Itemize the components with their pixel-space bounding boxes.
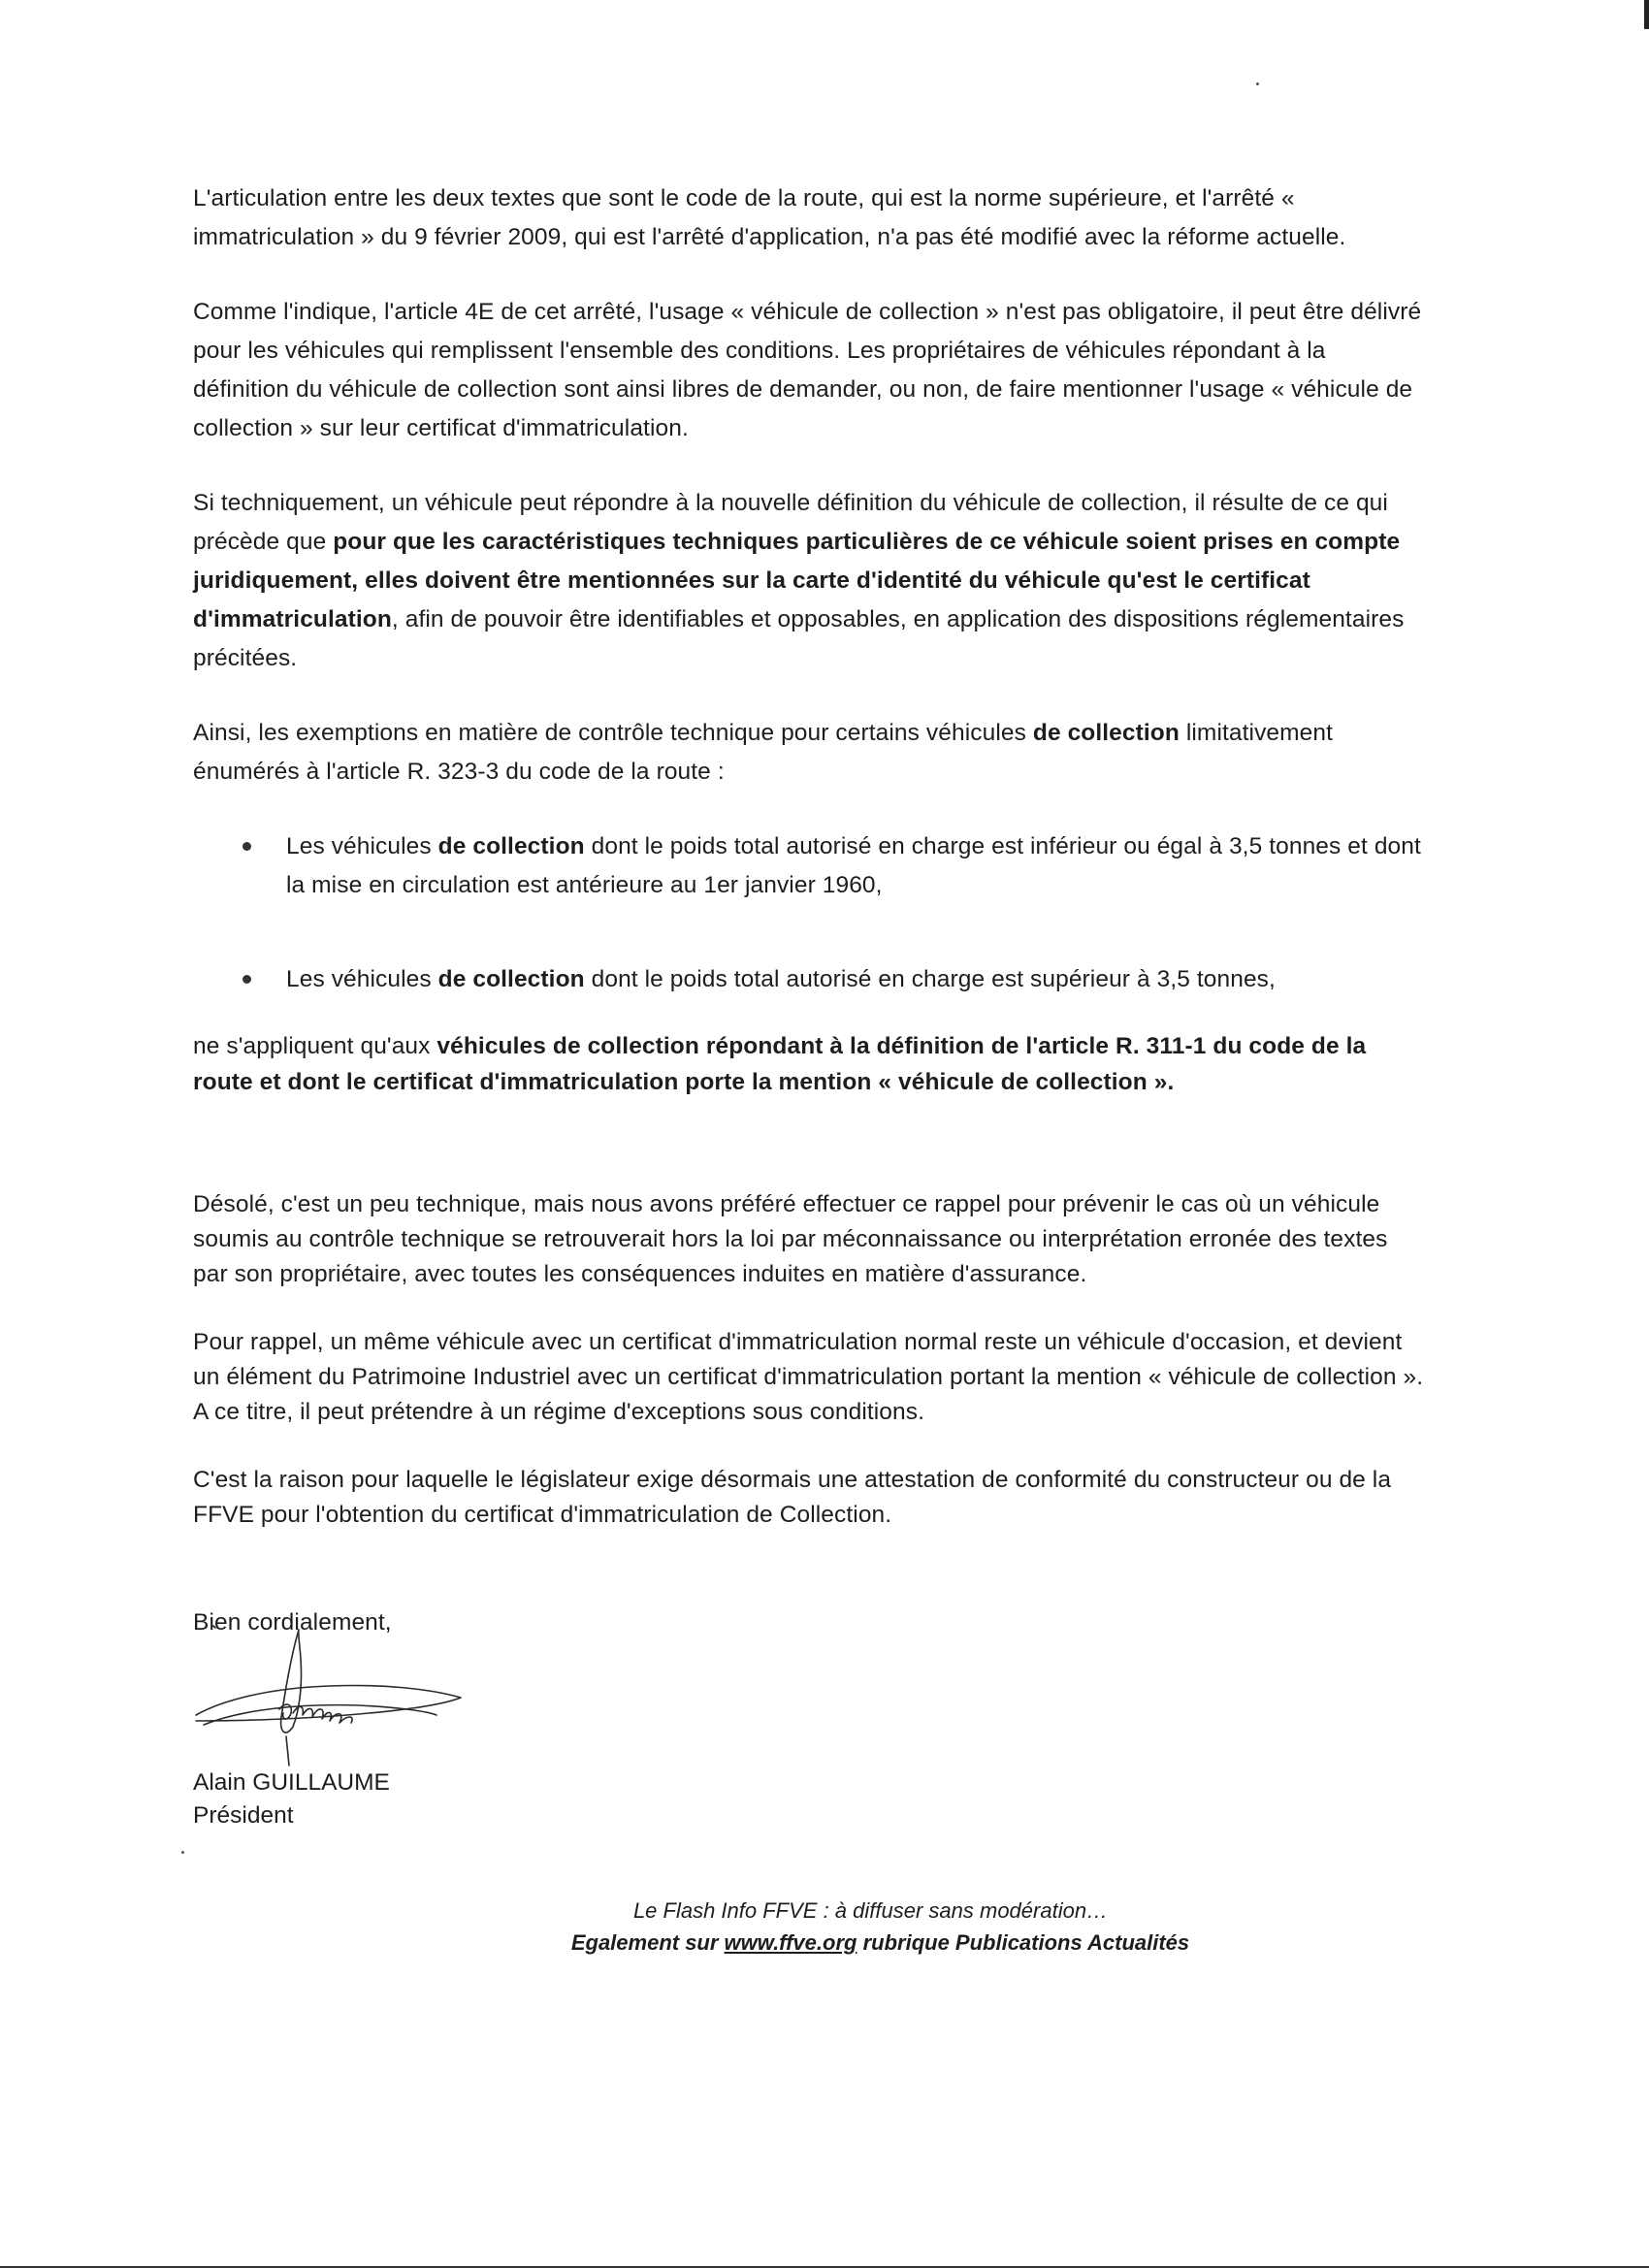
footer-tagline: Le Flash Info FFVE : à diffuser sans modération… bbox=[632, 1898, 1109, 1923]
paragraph-exemptions bbox=[193, 714, 1425, 792]
list-item-text: Les véhicules bbox=[286, 966, 438, 992]
paragraph-desole: Désolé, c'est un peu technique, mais nous avons préféré effectuer ce rappel pour prévenir le cas où un véhicule soumis au contrôle technique se retrouverait hors la loi par méconnaissance ou interprétation erronée des textes par son propriétaire, avec toutes les conséquences induites en matière d'assurance. bbox=[193, 1191, 1388, 1287]
paragraph-text: limitativement énumérés à l'article R. 323-3 du code de la route : bbox=[193, 720, 1334, 785]
list-item bbox=[193, 827, 1425, 905]
footer bbox=[0, 1895, 1649, 1959]
signer-title: Président bbox=[193, 1802, 294, 1829]
footer-website-line bbox=[0, 1927, 1649, 1959]
paragraph-text: , afin de pouvoir être identifiables et opposables, en application des dispositions réglementaires précitées. bbox=[193, 606, 1405, 671]
paragraph-articulation: L'articulation entre les deux textes que sont le code de la route, qui est la norme supérieure, et l'arrêté « immatriculation » du 9 février 2009, qui est l'arrêté d'application, n'a pas été modifié avec la réforme actuelle. bbox=[193, 185, 1346, 250]
handwritten-signature bbox=[184, 1620, 466, 1775]
paragraph-emphasis: pour que les caractéristiques techniques particulières de ce véhicule soient prises en compte juridiquement, elles doivent être mentionnées sur la carte d'identité du véhicule qu'est le certificat d'immatriculation bbox=[193, 529, 1401, 632]
list-item-text: Les véhicules bbox=[286, 833, 438, 859]
footer-text: Egalement sur bbox=[570, 1930, 725, 1955]
paragraph-emphasis: de collection bbox=[1032, 720, 1180, 746]
footer-text: rubrique Publications Actualités bbox=[857, 1930, 1190, 1955]
list-item-text: dont le poids total autorisé en charge est inférieur ou égal à 3,5 tonnes et dont la mise en circulation est antérieure au 1er janvier 1960, bbox=[286, 833, 1421, 898]
signer-block bbox=[193, 1766, 390, 1832]
closing-salutation: Bien cordialement, bbox=[193, 1609, 392, 1636]
letter-body bbox=[193, 179, 1425, 1642]
list-item-emphasis: de collection bbox=[437, 966, 585, 992]
paragraph-technique bbox=[193, 484, 1425, 678]
paragraph-usage: Comme l'indique, l'article 4E de cet arrêté, l'usage « véhicule de collection » n'est pas obligatoire, il peut être délivré pour les véhicules qui remplissent l'ensemble des conditions. Les propriétaires de véhicules répondant à la définition du véhicule de collection sont ainsi libres de demander, ou non, de faire mentionner l'usage « véhicule de collection » sur leur certificat d'immatriculation. bbox=[193, 299, 1422, 441]
scan-speck bbox=[1256, 82, 1259, 85]
paragraph-application bbox=[193, 1028, 1425, 1100]
paragraph-text: Ainsi, les exemptions en matière de contrôle technique pour certains véhicules bbox=[193, 720, 1033, 746]
scan-edge bbox=[1644, 0, 1649, 29]
website-link[interactable]: www.ffve.org bbox=[724, 1930, 857, 1955]
list-item-text: dont le poids total autorisé en charge est supérieur à 3,5 tonnes, bbox=[584, 966, 1276, 992]
paragraph-rappel: Pour rappel, un même véhicule avec un certificat d'immatriculation normal reste un véhicule d'occasion, et devient un élément du Patrimoine Industriel avec un certificat d'immatriculation portant la mention « véhicule de collection ». A ce titre, il peut prétendre à un régime d'exceptions sous conditions. bbox=[193, 1329, 1424, 1425]
paragraph-emphasis: véhicules de collection répondant à la définition de l'article R. 311-1 du code de la route et dont le certificat d'immatriculation porte la mention « véhicule de collection ». bbox=[193, 1033, 1367, 1095]
bullet-icon bbox=[242, 842, 251, 851]
list-item-emphasis: de collection bbox=[437, 833, 585, 859]
list-item bbox=[193, 960, 1425, 999]
paragraph-raison: C'est la raison pour laquelle le législateur exige désormais une attestation de conformité du constructeur ou de la FFVE pour l'obtention du certificat d'immatriculation de Collection. bbox=[193, 1467, 1392, 1528]
exemption-list bbox=[193, 827, 1425, 999]
signer-name: Alain GUILLAUME bbox=[193, 1769, 390, 1796]
paragraph-text: Si techniquement, un véhicule peut répondre à la nouvelle définition du véhicule de collection, il résulte de ce qui précède que bbox=[193, 490, 1388, 555]
scan-speck bbox=[181, 1851, 184, 1854]
bullet-icon bbox=[242, 975, 251, 984]
paragraph-text: ne s'appliquent qu'aux bbox=[193, 1033, 437, 1059]
